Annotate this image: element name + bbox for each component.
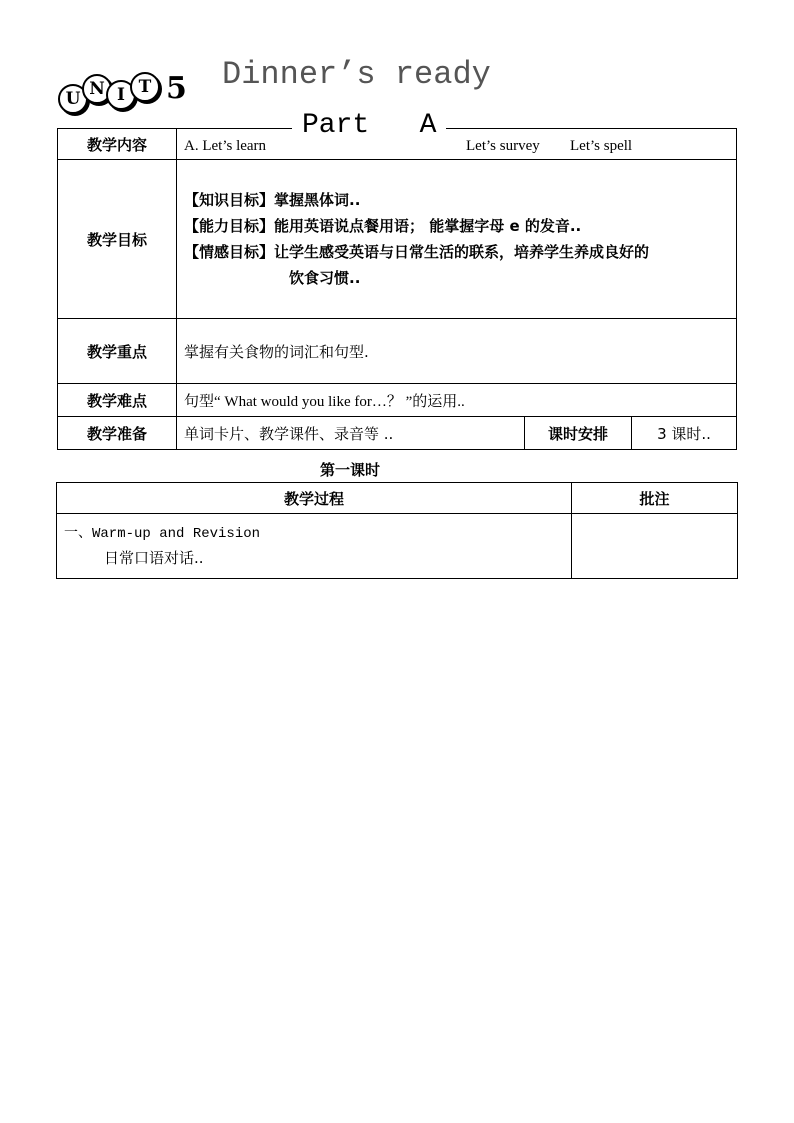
goals-cell xyxy=(177,160,737,319)
notes-cell xyxy=(572,514,738,579)
step-title: 一、Warm-up and Revision xyxy=(64,526,261,542)
content-cell xyxy=(177,129,737,160)
lesson-info-table xyxy=(57,128,737,450)
content-label: 教学内容 xyxy=(58,129,177,160)
step-detail: 日常口语对话.. xyxy=(104,549,204,567)
difficulties-label: 教学难点 xyxy=(58,384,177,417)
unit-letter-u: U xyxy=(58,84,88,114)
process-header: 教学过程 xyxy=(57,483,572,514)
knowledge-goal-text: 掌握黑体词.. xyxy=(274,191,361,209)
unit-number: 5 xyxy=(166,71,187,106)
hours-value: 3 课时.. xyxy=(632,417,737,450)
emotion-goal-tag: 【情感目标】 xyxy=(184,243,275,261)
emotion-goal-text: 让学生感受英语与日常生活的联系，培养学生养成良好的 xyxy=(274,243,650,261)
key-points-label: 教学重点 xyxy=(58,319,177,384)
process-table xyxy=(56,482,738,579)
content-item-learn: A. Let’s learn xyxy=(184,138,267,154)
process-header-row xyxy=(57,483,738,514)
process-cell xyxy=(57,514,572,579)
difficulties-text: 句型“ What would you like for…？ ”的运用.. xyxy=(177,384,737,417)
goals-label: 教学目标 xyxy=(58,160,177,319)
notes-header: 批注 xyxy=(572,483,738,514)
ability-goal-tag: 【能力目标】 xyxy=(184,217,275,235)
part-title: Part A xyxy=(292,110,446,141)
ability-goal xyxy=(184,213,729,239)
hours-label: 课时安排 xyxy=(525,417,632,450)
goals-row xyxy=(58,160,737,319)
content-item-survey: Let’s survey xyxy=(466,138,540,154)
difficulties-row xyxy=(58,384,737,417)
emotion-goal-continued: 饮食习惯.. xyxy=(289,269,361,287)
document-title: Dinner’s ready xyxy=(222,56,491,93)
preparation-row xyxy=(58,417,737,450)
unit-letter-i: I xyxy=(106,80,136,110)
knowledge-goal xyxy=(184,187,729,213)
key-points-text: 掌握有关食物的词汇和句型. xyxy=(177,319,737,384)
lesson-title: 第一课时 xyxy=(319,461,380,479)
preparation-text: 单词卡片、教学课件、录音等 .. xyxy=(177,417,525,450)
ability-goal-text: 能用英语说点餐用语； 能掌握字母 e 的发音.. xyxy=(274,217,582,235)
process-body-row xyxy=(57,514,738,579)
unit-letter-t: T xyxy=(130,72,160,102)
unit-letter-n: N xyxy=(82,74,112,104)
key-points-row xyxy=(58,319,737,384)
content-item-spell: Let’s spell xyxy=(570,138,633,154)
knowledge-goal-tag: 【知识目标】 xyxy=(184,191,275,209)
emotion-goal xyxy=(184,239,729,265)
preparation-label: 教学准备 xyxy=(58,417,177,450)
